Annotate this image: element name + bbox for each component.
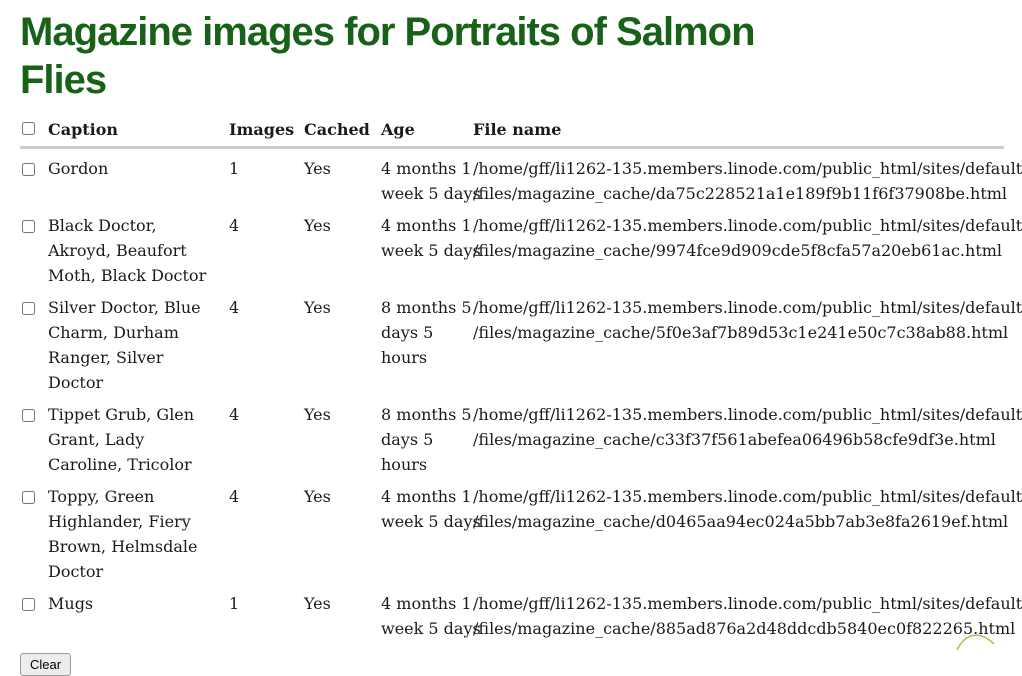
file-path-line: /files/magazine_cache/da75c228521a1e189f9b11f6f37908be.html <box>473 184 1008 203</box>
age-line: week 5 days <box>381 512 481 531</box>
table-row <box>20 206 1004 288</box>
column-header-age: Age <box>381 118 473 148</box>
row-checkbox[interactable] <box>22 163 35 176</box>
table-row <box>20 148 1004 207</box>
images-cell: 1 <box>229 159 240 178</box>
column-header-images: Images <box>229 118 304 148</box>
clear-button[interactable]: Clear <box>20 653 71 676</box>
age-line: days 5 <box>381 323 434 342</box>
row-checkbox[interactable] <box>22 302 35 315</box>
age-line: week 5 days <box>381 241 481 260</box>
age-cell <box>381 206 481 288</box>
file-path-line: /files/magazine_cache/c33f37f561abefea06496b58cfe9df3e.html <box>473 430 996 449</box>
caption-cell: Silver Doctor, Blue Charm, Durham Ranger, Silver Doctor <box>48 298 201 392</box>
column-header-cached: Cached <box>304 118 381 148</box>
age-cell <box>381 395 473 477</box>
cached-cell: Yes <box>304 298 331 317</box>
cached-cell: Yes <box>304 405 331 424</box>
row-checkbox[interactable] <box>22 491 35 504</box>
age-line: 8 months 5 <box>381 298 472 317</box>
row-checkbox[interactable] <box>22 409 35 422</box>
age-line: days 5 <box>381 430 434 449</box>
file-name-cell <box>473 148 1022 207</box>
file-name-cell <box>473 477 1022 584</box>
age-cell <box>381 288 473 395</box>
file-path-line: /home/gff/li1262-135.members.linode.com/public_html/sites/default <box>473 216 1022 235</box>
age-line: 4 months 1 <box>381 487 472 506</box>
caption-cell: Mugs <box>48 594 94 613</box>
select-all-cell <box>20 118 48 148</box>
file-path-line: /home/gff/li1262-135.members.linode.com/public_html/sites/default <box>473 405 1022 424</box>
caption-cell: Toppy, Green Highlander, Fiery Brown, Helmsdale Doctor <box>48 487 198 581</box>
age-line: 8 months 5 <box>381 405 472 424</box>
images-cell: 4 <box>229 216 240 235</box>
select-all-checkbox[interactable] <box>22 122 35 135</box>
row-checkbox[interactable] <box>22 598 35 611</box>
age-cell <box>381 584 481 641</box>
caption-cell: Tippet Grub, Glen Grant, Lady Caroline, Tricolor <box>48 405 195 474</box>
age-cell <box>381 477 481 584</box>
caption-cell: Gordon <box>48 159 109 178</box>
file-path-line: /home/gff/li1262-135.members.linode.com/public_html/sites/default <box>473 298 1022 317</box>
page-title: Magazine images for Portraits of Salmon Flies <box>20 10 755 102</box>
images-cell: 4 <box>229 405 240 424</box>
table-row <box>20 288 1004 395</box>
row-checkbox[interactable] <box>22 220 35 233</box>
age-line: week 5 days <box>381 619 481 638</box>
file-name-cell <box>473 206 1022 288</box>
column-header-caption: Caption <box>48 118 229 148</box>
age-line: 4 months 1 <box>381 159 472 178</box>
cached-cell: Yes <box>304 487 331 506</box>
file-path-line: /files/magazine_cache/9974fce9d909cde5f8cfa57a20eb61ac.html <box>473 241 1003 260</box>
images-cell: 1 <box>229 594 240 613</box>
file-path-line: /home/gff/li1262-135.members.linode.com/public_html/sites/default <box>473 594 1022 613</box>
column-header-file-name: File name <box>473 118 1004 148</box>
cached-cell: Yes <box>304 159 331 178</box>
age-line: 4 months 1 <box>381 594 472 613</box>
file-name-cell <box>473 584 1022 641</box>
age-line: hours <box>381 348 428 367</box>
file-path-line: /files/magazine_cache/885ad876a2d48ddcdb5840ec0f822265.html <box>473 619 1016 638</box>
file-path-line: /files/magazine_cache/5f0e3af7b89d53c1e241e50c7c38ab88.html <box>473 323 1009 342</box>
images-cell: 4 <box>229 298 240 317</box>
table-row <box>20 584 1004 641</box>
table-header-row <box>20 118 1004 148</box>
age-line: week 5 days <box>381 184 481 203</box>
table-row <box>20 477 1004 584</box>
cached-cell: Yes <box>304 594 331 613</box>
images-cell: 4 <box>229 487 240 506</box>
file-path-line: /files/magazine_cache/d0465aa94ec024a5bb7ab3e8fa2619ef.html <box>473 512 1009 531</box>
table-row <box>20 395 1004 477</box>
file-path-line: /home/gff/li1262-135.members.linode.com/public_html/sites/default <box>473 159 1022 178</box>
age-line: hours <box>381 455 428 474</box>
cached-cell: Yes <box>304 216 331 235</box>
caption-cell: Black Doctor, Akroyd, Beaufort Moth, Black Doctor <box>48 216 207 285</box>
age-line: 4 months 1 <box>381 216 472 235</box>
file-name-cell <box>473 395 1022 477</box>
magazine-cache-table <box>20 118 1022 641</box>
file-path-line: /home/gff/li1262-135.members.linode.com/public_html/sites/default <box>473 487 1022 506</box>
age-cell <box>381 148 481 207</box>
file-name-cell <box>473 288 1022 395</box>
